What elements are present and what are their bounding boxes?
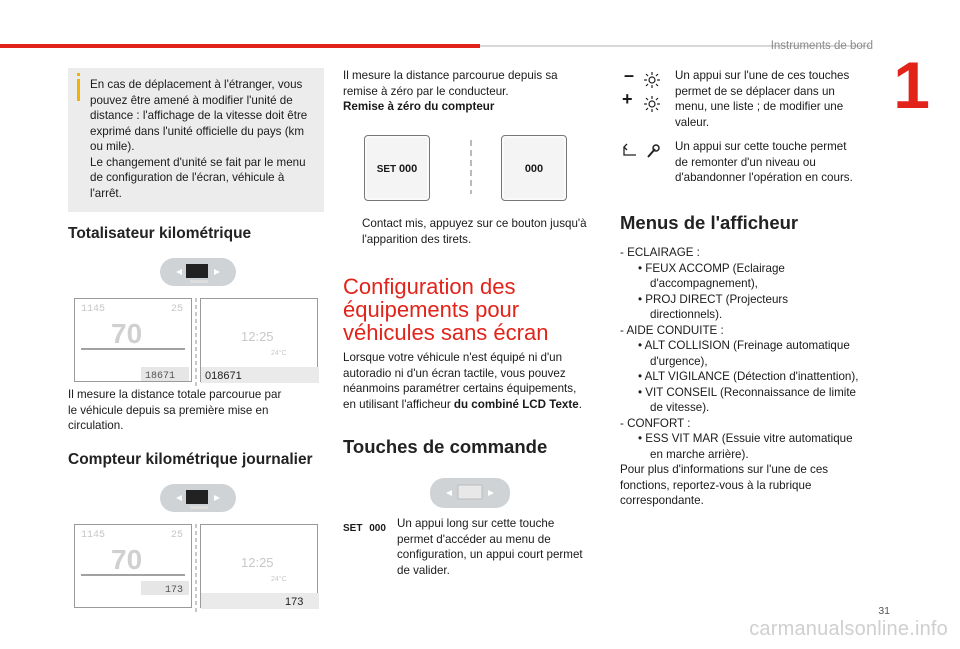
footer-line: correspondante.: [620, 494, 704, 507]
info-line: pouvez être amené à modifier l'unité de: [90, 93, 293, 107]
set-desc-line: permet d'accéder au menu de: [397, 532, 551, 546]
cluster-trip-value: 173: [165, 585, 184, 596]
cluster-display-graphic: [75, 299, 193, 383]
menu-bullet-cont: directionnels).: [650, 308, 723, 321]
cluster-top-right: 25: [171, 530, 184, 541]
info-line: l'arrêt.: [90, 186, 122, 200]
section-title: Instruments de bord: [770, 40, 873, 52]
touches-button-pill: [430, 478, 510, 508]
trip-cluster-display: [74, 524, 192, 608]
set-desc-line: de valider.: [397, 563, 450, 577]
set-desc-line: configuration, un appui court permet: [397, 548, 583, 561]
reset-title: Remise à zéro du compteur: [343, 100, 495, 113]
screen-graphic: [201, 525, 319, 609]
btn-set-label: SET: [376, 164, 397, 175]
set-desc-line: Un appui long sur cette touche: [397, 517, 555, 530]
odometer-button-pill: [160, 258, 236, 286]
screen-clock: 12:25: [241, 555, 274, 570]
trip-button-pill: [160, 484, 236, 512]
info-line: ou mile).: [90, 140, 135, 153]
chapter-number: 1: [893, 48, 930, 122]
odometer-screen: [200, 298, 318, 382]
config-description: [343, 350, 582, 412]
cluster-buttons-icon: [160, 258, 236, 286]
menu-bullet: • ALT VIGILANCE (Détection d'inattention),: [638, 370, 859, 383]
menu-line: - CONFORT :: [620, 416, 691, 430]
trip-desc-line: Il mesure la distance parcourue depuis sa: [343, 69, 558, 82]
config-desc-bold: du combiné LCD Texte: [453, 397, 579, 411]
btn-set-value: 000: [398, 163, 418, 175]
sun-icon: [644, 72, 660, 88]
screen-odo-value: 018671: [205, 370, 242, 382]
arrows-description: [675, 68, 849, 130]
touches-title: Touches de commande: [343, 436, 548, 457]
cluster-display-graphic: [75, 525, 193, 609]
arrows-desc-line: permet de se déplacer dans un: [675, 84, 835, 98]
screen-clock: 12:25: [241, 329, 274, 344]
trip-screen: [200, 524, 318, 608]
back-wrench-icon: [622, 143, 662, 159]
menu-line: - ECLAIRAGE :: [620, 246, 700, 259]
config-title: [343, 275, 548, 344]
page-number: 31: [878, 605, 890, 617]
menu-bullet: • FEUX ACCOMP (Eclairage: [638, 261, 785, 275]
control-buttons-icon: [430, 478, 510, 508]
info-line: de configuration de l'écran, véhicule à: [90, 171, 285, 184]
set-key-value: 000: [369, 523, 386, 534]
menu-line: - AIDE CONDUITE :: [620, 323, 724, 337]
cluster-top-left: 1145: [81, 530, 106, 541]
menu-bullet: • ESS VIT MAR (Essuie vitre automatique: [638, 432, 853, 445]
menu-list: [620, 245, 890, 509]
step-line: Contact mis, appuyez sur ce bouton jusqu'à: [362, 217, 587, 230]
trip-desc-line: remise à zéro par le conducteur.: [343, 84, 509, 98]
info-line: distance : l'affichage de la vitesse doit être: [90, 109, 308, 122]
config-desc-line: néanmoins paramétrer certains équipements,: [343, 382, 577, 395]
odometer-desc-line: le véhicule depuis sa première mise en: [68, 403, 269, 417]
config-desc-line: autoradio ni d'un écran tactile, vous pouvez: [343, 366, 566, 380]
odometer-desc-line: circulation.: [68, 419, 124, 432]
odometer-description: [68, 387, 281, 434]
cluster-buttons-icon: [160, 484, 236, 512]
screen-temp: 24°C: [271, 350, 287, 357]
info-line: En cas de déplacement à l'étranger, vous: [90, 78, 303, 91]
screen-graphic: [201, 299, 319, 383]
reset-000-button-illustration: [501, 135, 567, 201]
cluster-divider: [195, 298, 197, 386]
menus-title: Menus de l'afficheur: [620, 212, 799, 233]
step-line: l'apparition des tirets.: [362, 232, 472, 246]
cluster-odo-value: 18671: [145, 371, 176, 382]
cluster-divider: [195, 524, 197, 612]
menu-bullet-cont: d'accompagnement),: [650, 277, 758, 290]
config-title-line: véhicules sans écran: [343, 320, 549, 345]
screen-temp: 24°C: [271, 576, 287, 583]
back-desc-line: de remonter d'un niveau ou: [675, 155, 816, 169]
cluster-top-right: 25: [171, 304, 184, 315]
odometer-desc-line: Il mesure la distance totale parcourue par: [68, 388, 282, 401]
menu-bullet-cont: en marche arrière).: [650, 447, 749, 461]
menu-bullet: • VIT CONSEIL (Reconnaissance de limite: [638, 385, 856, 399]
config-desc-end: .: [578, 397, 582, 411]
watermark: carmanualsonline.info: [749, 618, 948, 640]
back-desc-line: d'abandonner l'opération en cours.: [675, 171, 853, 184]
back-desc-line: Un appui sur cette touche permet: [675, 140, 847, 153]
header-red-bar: [0, 44, 480, 48]
arrows-desc-line: valeur.: [675, 115, 710, 129]
arrows-desc-line: Un appui sur l'une de ces touches: [675, 69, 850, 82]
plus-icon: +: [622, 89, 633, 109]
reset-step: [343, 216, 587, 247]
set-key-label: SET: [343, 523, 363, 534]
btn-reset-value: 000: [524, 163, 544, 175]
config-desc-line: Lorsque votre véhicule n'est équipé ni d'un: [343, 351, 563, 364]
minus-icon: –: [624, 65, 635, 85]
config-desc-text: en utilisant l'afficheur: [343, 397, 454, 411]
arrows-desc-line: menu, une liste ; de modifier une: [675, 100, 844, 113]
cluster-speed: 70: [111, 544, 143, 575]
cluster-top-left: 1145: [81, 304, 106, 315]
brightness-keys-icon: [620, 65, 666, 114]
menu-bullet-cont: de vitesse).: [650, 401, 710, 414]
config-title-line: équipements pour: [343, 297, 520, 322]
info-line: Le changement d'unité se fait par le menu: [90, 155, 306, 169]
trip-title: Compteur kilométrique journalier: [68, 451, 313, 468]
menu-bullet: • PROJ DIRECT (Projecteurs: [638, 292, 789, 306]
footer-line: fonctions, reportez-vous à la rubrique: [620, 478, 812, 492]
trip-description: [343, 68, 558, 115]
menu-bullet: • ALT COLLISION (Freinage automatique: [638, 339, 850, 352]
cluster-speed: 70: [111, 318, 143, 349]
config-desc-line: [343, 397, 582, 413]
sun-icon: [644, 96, 660, 112]
back-description: [675, 139, 853, 186]
config-title-line: Configuration des: [343, 274, 516, 299]
set-key-icon: [343, 521, 386, 537]
info-icon: [77, 79, 80, 101]
menu-bullet-cont: d'urgence),: [650, 354, 708, 368]
footer-line: Pour plus d'informations sur l'une de ces: [620, 463, 829, 476]
info-line: exprimé dans l'unité officielle du pays (km: [90, 124, 305, 138]
set-000-button-illustration: [364, 135, 430, 201]
screen-trip-value: 173: [285, 596, 304, 608]
odometer-cluster-display: [74, 298, 192, 382]
info-box: [68, 68, 324, 212]
set-key-description: [397, 516, 583, 578]
button-divider: [470, 140, 472, 194]
odometer-title: Totalisateur kilométrique: [68, 225, 252, 242]
